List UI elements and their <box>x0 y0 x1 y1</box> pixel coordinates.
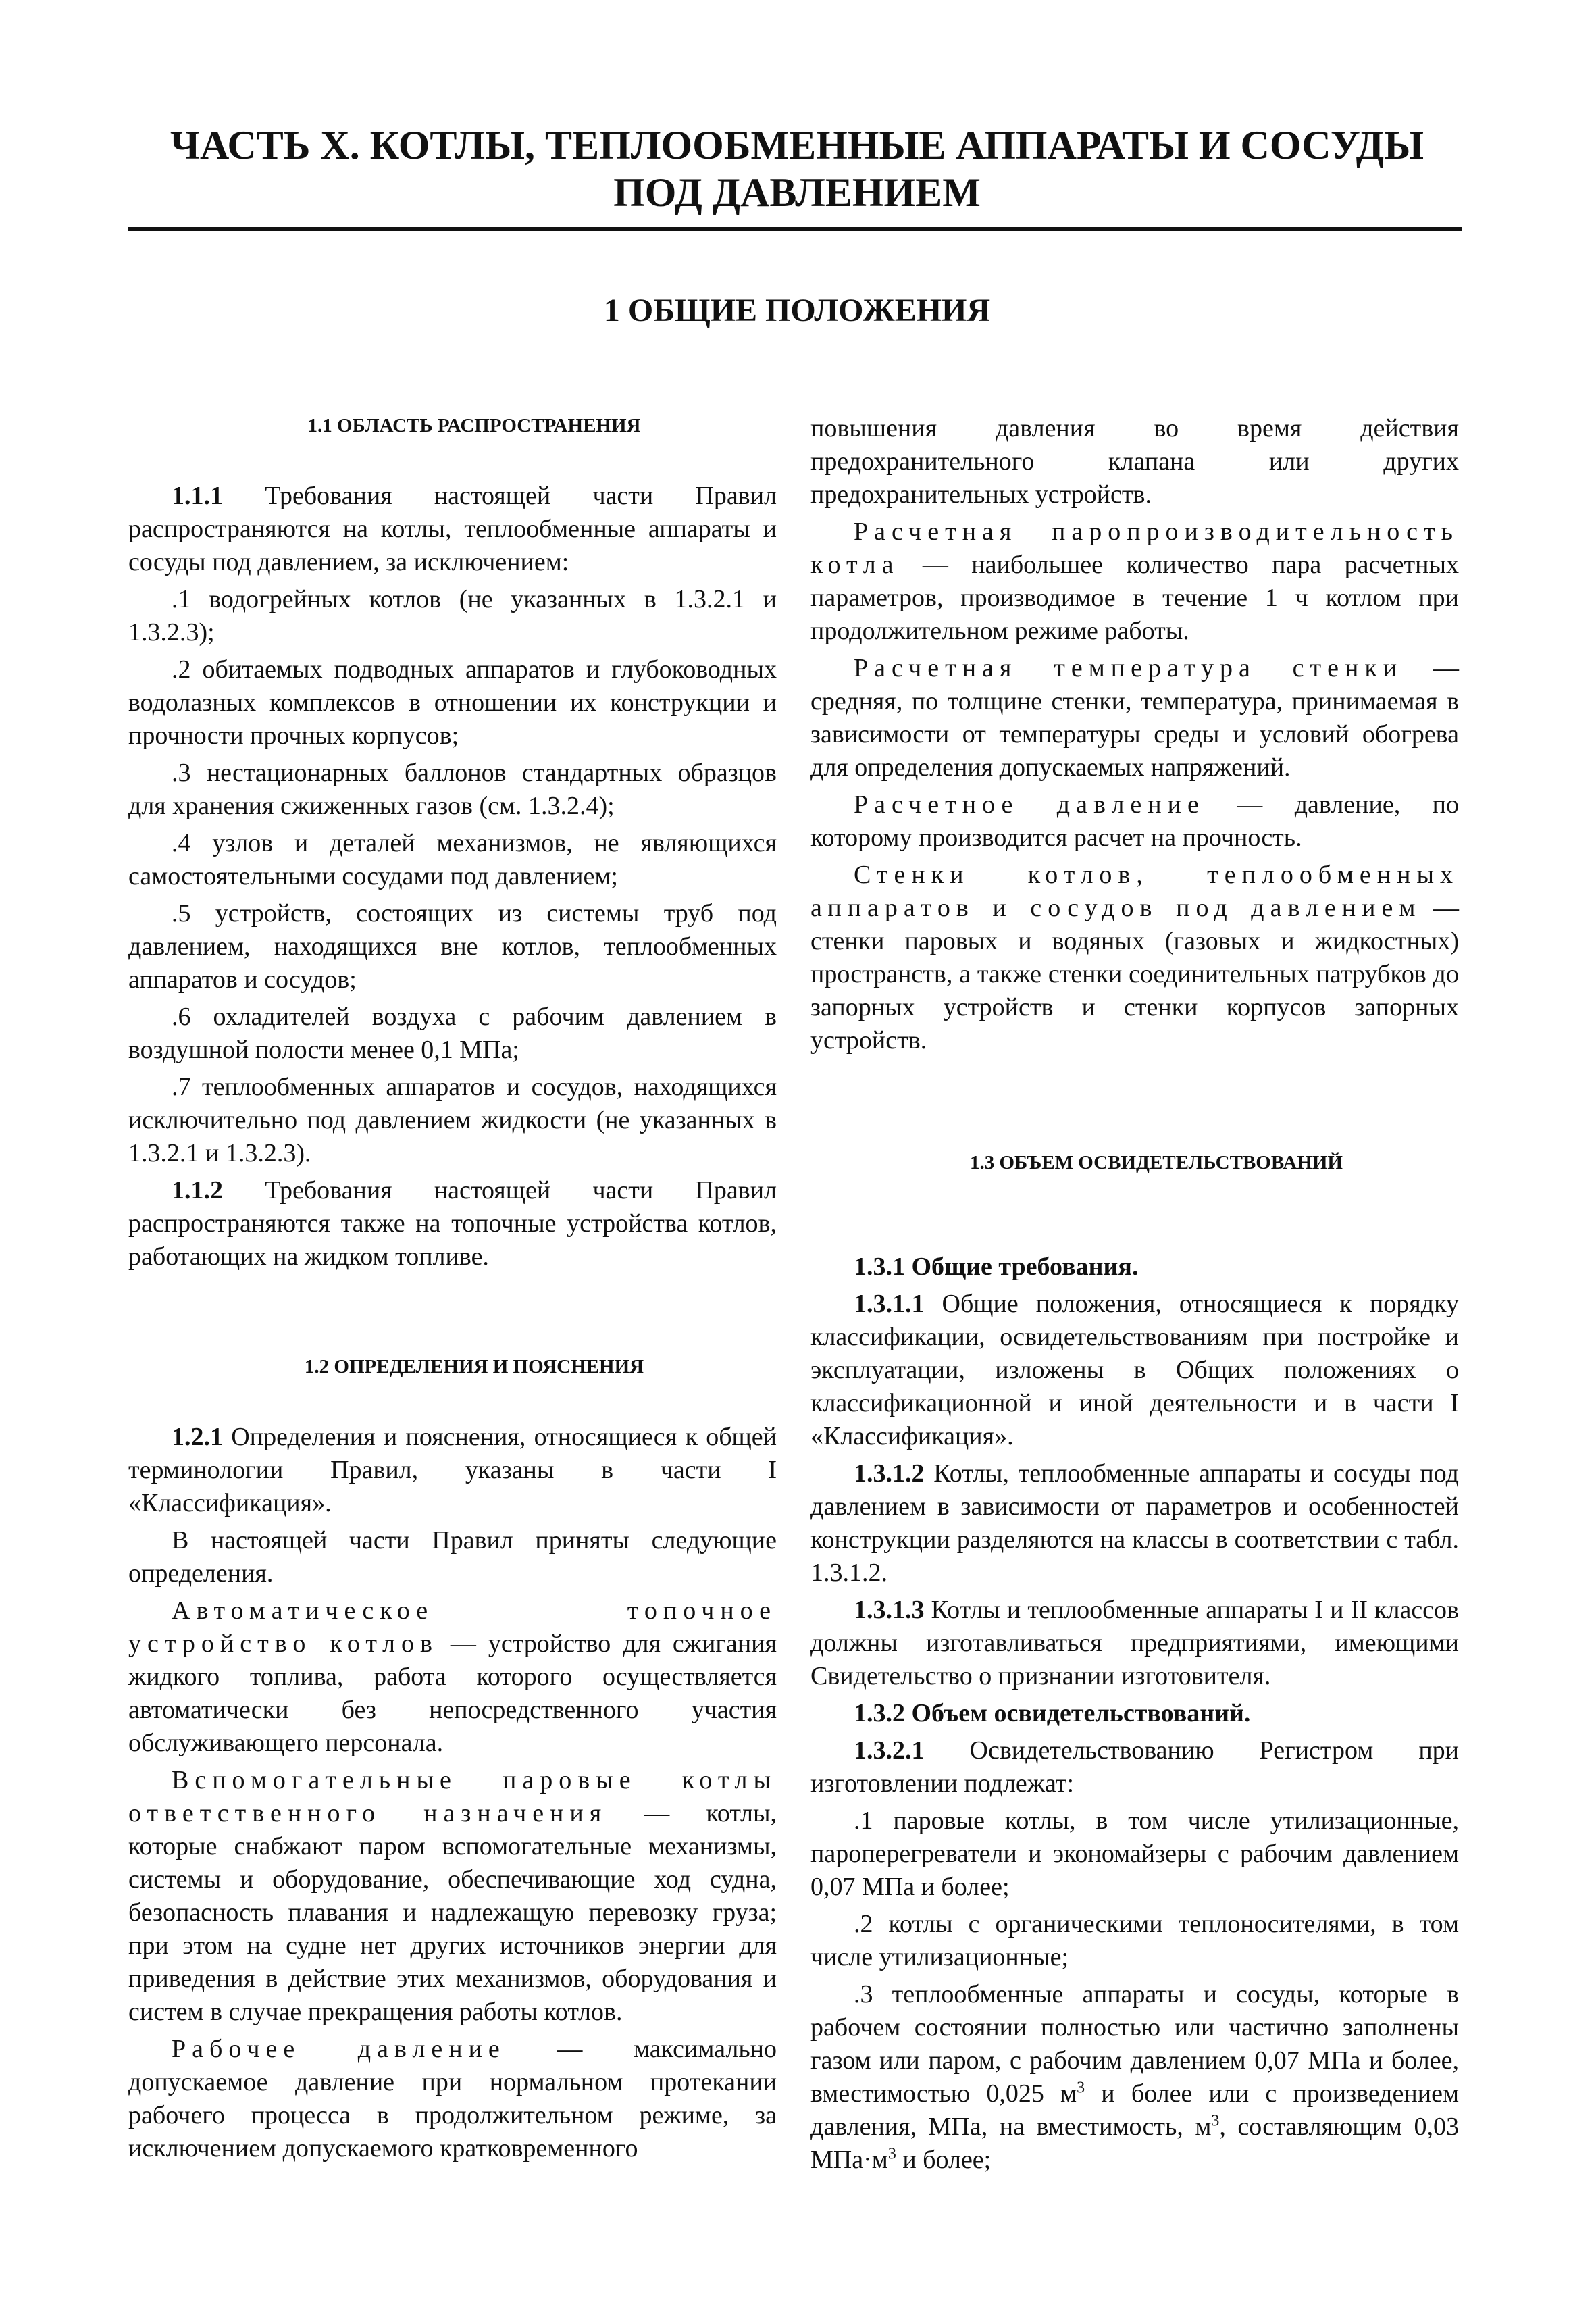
defined-term: Стенки котлов, теплообменных аппаратов и сосудов под давлением <box>810 861 1459 922</box>
part-title-line2: ПОД ДАВЛЕНИЕМ <box>613 170 981 215</box>
list-item: .2 обитаемых подводных аппаратов и глубоководных водолазных комплексов в отношении их конструкции и прочности прочных корпусов; <box>128 655 777 750</box>
paragraph-1-1-2 <box>128 1174 777 1273</box>
clause-number: 1.3.1.3 <box>854 1596 925 1624</box>
definition-wall-temperature <box>810 652 1459 784</box>
definition-design-pressure <box>810 788 1459 855</box>
clause-number: 1.3.2.1 <box>854 1736 925 1765</box>
list-item: .5 устройств, состоящих из системы труб под давлением, находящихся вне котлов, теплообменных аппаратов и сосудов; <box>128 899 777 994</box>
section-heading-1-2: 1.2 ОПРЕДЕЛЕНИЯ И ПОЯСНЕНИЯ <box>304 1356 644 1377</box>
definition-text: — устройство для сжигания жидкого топлива, работа которого осуществляется автоматически без непосредственного участия обслуживающего персонала. <box>128 1629 777 1757</box>
section-heading-1-3: 1.3 ОБЪЕМ ОСВИДЕТЕЛЬСТВОВАНИЙ <box>969 1152 1343 1173</box>
defined-term: Автоматическое топочное устройство котлов <box>128 1596 777 1658</box>
superscript: 3 <box>1077 2079 1085 2097</box>
clause-number: 1.1.1 <box>172 482 223 510</box>
superscript: 3 <box>1211 2112 1220 2130</box>
defined-term: Расчетная температура стенки <box>854 654 1404 682</box>
list-item: .3 нестационарных баллонов стандартных образцов для хранения сжиженных газов (см. 1.3.2.4); <box>128 759 777 820</box>
definition-text: — давление, по которому производится расчет на прочность. <box>810 790 1459 852</box>
list-text: .3 теплообменные аппараты и сосуды, которые в рабочем состоянии полностью или частично заполнены газом или паром, с рабочим давлением 0,07 МПа и более, вместимостью 0,025 м <box>810 1980 1459 2108</box>
continued-text: повышения давления во время действия предохранительного клапана или других предохранительных устройств. <box>810 414 1459 509</box>
list-item: .6 охладителей воздуха с рабочим давлением в воздушной полости менее 0,1 МПа; <box>128 1003 777 1064</box>
subsection-heading-1-3-2: 1.3.2 Объем освидетельствований. <box>854 1699 1251 1727</box>
paragraph-1-3-1-2 <box>810 1457 1459 1590</box>
list-item: .1 водогрейных котлов (не указанных в 1.3.2.1 и 1.3.2.3); <box>128 585 777 647</box>
paragraph-1-3-1-1 <box>810 1288 1459 1453</box>
list-item: .2 котлы с органическими теплоносителями, в том числе утилизационные; <box>810 1910 1459 1971</box>
paragraph-1-1-1 <box>128 480 777 579</box>
clause-text: Освидетельствованию Регистром при изготовлении подлежат: <box>810 1736 1459 1798</box>
defined-term: Расчетная паропроизводительность котла <box>810 517 1459 579</box>
definition-aux-boilers <box>128 1764 777 2029</box>
list-text: , составляющим 0,03 МПа·м <box>810 2113 1459 2174</box>
section-heading-1-1: 1.1 ОБЛАСТЬ РАСПРОСТРАНЕНИЯ <box>307 415 641 436</box>
definition-text: — стенки паровых и водяных (газовых и жидкостных) пространств, а также стенки соединительных патрубков до запорных устройств и стенки корпусов запорных устройств. <box>810 894 1459 1055</box>
clause-text: Общие положения, относящиеся к порядку классификации, освидетельствованиям при постройке и эксплуатации, изложены в Общих положениях о классификационной и иной деятельности и в части I «Классификация». <box>810 1290 1459 1450</box>
clause-text: Требования настоящей части Правил распространяются на котлы, теплообменные аппараты и сосуды под давлением, за исключением: <box>128 482 777 576</box>
definition-text: — наибольшее количество пара расчетных параметров, производимое в течение 1 ч котлом при продолжительном режиме работы. <box>810 551 1459 645</box>
list-item <box>810 1978 1459 2177</box>
definition-working-pressure <box>128 2033 777 2165</box>
definition-text: — средняя, по толщине стенки, температура, принимаемая в зависимости от температуры среды и условий обогрева для определения допускаемых напряжений. <box>810 654 1459 782</box>
clause-number: 1.3.1.2 <box>854 1459 925 1488</box>
paragraph-1-3-2-1 <box>810 1734 1459 1800</box>
subsection-heading-1-3-1: 1.3.1 Общие требования. <box>854 1253 1139 1281</box>
clause-number: 1.2.1 <box>172 1423 223 1451</box>
title-divider <box>128 227 1462 231</box>
paragraph-1-2-1 <box>128 1421 777 1520</box>
clause-text: Котлы, теплообменные аппараты и сосуды под давлением в зависимости от параметров и особенностей конструкции разделяются на классы в соответствии с табл. 1.3.1.2. <box>810 1459 1459 1587</box>
clause-text: Требования настоящей части Правил распространяются также на топочные устройства котлов, работающих на жидком топливе. <box>128 1176 777 1271</box>
clause-text: Котлы и теплообменные аппараты I и II классов должны изготавливаться предприятиями, имеющими Свидетельство о признании изготовителя. <box>810 1596 1459 1690</box>
list-item: .4 узлов и деталей механизмов, не являющихся самостоятельными сосудами под давлением; <box>128 829 777 890</box>
definition-text: — максимально допускаемое давление при нормальном протекании рабочего процесса в продолжительном режиме, за исключением допускаемого кратковременного <box>128 2035 777 2163</box>
part-title <box>101 122 1493 216</box>
right-column <box>810 412 1459 2181</box>
chapter-title: 1 ОБЩИЕ ПОЛОЖЕНИЯ <box>603 293 991 328</box>
defined-term: Рабочее давление <box>172 2035 506 2063</box>
paragraph-definitions-intro: В настоящей части Правил приняты следующие определения. <box>128 1526 777 1588</box>
definition-walls <box>810 859 1459 1057</box>
list-text: и более; <box>896 2146 992 2174</box>
definition-auto-burner <box>128 1594 777 1760</box>
list-item: .1 паровые котлы, в том числе утилизационные, пароперегреватели и экономайзеры с рабочим давлением 0,07 МПа и более; <box>810 1806 1459 1901</box>
clause-text: Определения и пояснения, относящиеся к общей терминологии Правил, указаны в части I «Классификация». <box>128 1423 777 1517</box>
definition-text: — котлы, которые снабжают паром вспомогательные механизмы, системы и оборудование, обеспечивающие ход судна, безопасность плавания и надлежащую перевозку груза; при этом на судне нет других источников энергии для приведения в действие этих механизмов, оборудования и систем в случае прекращения работы котлов. <box>128 1799 777 2026</box>
superscript: 3 <box>887 2145 896 2163</box>
clause-number: 1.1.2 <box>172 1176 223 1205</box>
definition-steam-capacity <box>810 515 1459 648</box>
list-item: .7 теплообменных аппаратов и сосудов, находящихся исключительно под давлением жидкости (не указанных в 1.3.2.1 и 1.3.2.3). <box>128 1073 777 1167</box>
defined-term: Расчетное давление <box>854 790 1205 819</box>
clause-number: 1.3.1.1 <box>854 1290 925 1318</box>
part-title-line1: ЧАСТЬ X. КОТЛЫ, ТЕПЛООБМЕННЫЕ АППАРАТЫ И СОСУДЫ <box>170 123 1424 168</box>
left-column <box>128 412 777 2169</box>
paragraph-1-3-1-3 <box>810 1594 1459 1693</box>
list-text: и более или с произведением давления, МПа, на вместимость, м <box>810 2079 1459 2141</box>
defined-term: Вспомогательные паровые котлы ответственного назначения <box>128 1766 777 1827</box>
